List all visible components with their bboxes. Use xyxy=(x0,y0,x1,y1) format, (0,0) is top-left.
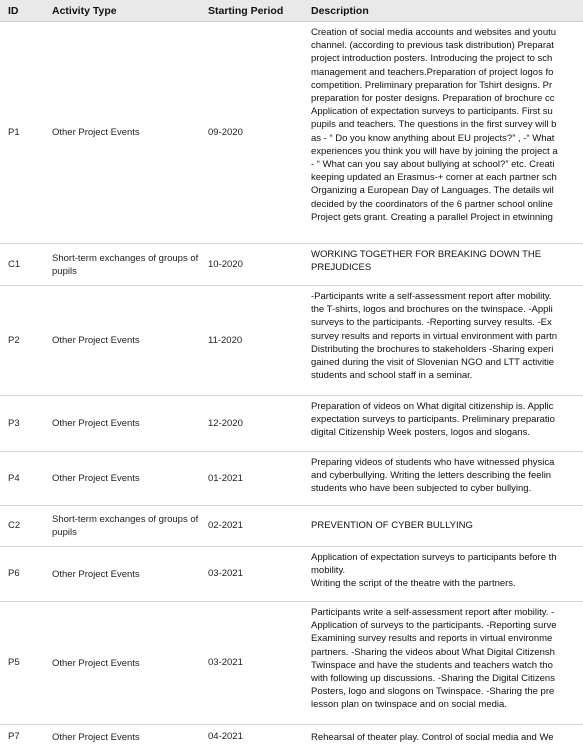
table-row[interactable] xyxy=(0,452,583,506)
cell-description: WORKING TOGETHER FOR BREAKING DOWN THE PREJUDICES xyxy=(311,249,542,274)
header-id[interactable]: ID xyxy=(8,4,19,17)
header-activity-type[interactable]: Activity Type xyxy=(52,4,117,17)
cell-activity-type: Other Project Events xyxy=(52,418,140,429)
cell-activity-type: Other Project Events xyxy=(52,731,140,743)
cell-description: Participants write a self-assessment report after mobility. - Application of surveys to the participants. -Reporting surve Examining survey results and reports in virtual environme partners. -Sharing the videos about What Digital Citizensh Twinspace and have the students and teachers watch tho with following up discussions. -Sharing the Digital Citizens Posters, logo and slogons on Twinspace. -Sharing the pre lesson plan on twinspace and on social media. xyxy=(311,607,557,711)
table-row[interactable] xyxy=(0,547,583,602)
cell-starting-period: 04-2021 xyxy=(208,731,243,743)
cell-starting-period: 01-2021 xyxy=(208,472,243,484)
cell-activity-type: Other Project Events xyxy=(52,335,140,346)
table-row[interactable] xyxy=(0,396,583,452)
cell-id: P1 xyxy=(8,126,20,138)
header-description[interactable]: Description xyxy=(311,4,369,17)
cell-id: P4 xyxy=(8,472,20,484)
cell-id: P7 xyxy=(8,731,20,743)
cell-id: P3 xyxy=(8,417,20,429)
cell-activity-type: Short-term exchanges of groups of pupils xyxy=(52,252,199,277)
cell-description: Rehearsal of theater play. Control of social media and We xyxy=(311,732,554,743)
cell-activity-type: Other Project Events xyxy=(52,473,140,484)
cell-description: Application of expectation surveys to participants before th mobility. Writing the script of the theatre with the partners. xyxy=(311,552,557,590)
cell-description: -Participants write a self-assessment report after mobility. the T-shirts, logos and brochures on the twinspace. -Appli surveys to the participants. -Reporting survey results. -Ex survey results and reports in virtual environment with partn Distributing the brochures to stakeholders -Sharing experi gained during the visit of Slovenian NGO and LTT activitie students and school staff in a seminar. xyxy=(311,291,558,382)
cell-id: P2 xyxy=(8,334,20,346)
cell-starting-period: 12-2020 xyxy=(208,417,243,429)
cell-starting-period: 02-2021 xyxy=(208,520,243,532)
table-header xyxy=(0,0,583,22)
table-row[interactable] xyxy=(0,22,583,244)
header-starting-period[interactable]: Starting Period xyxy=(208,4,284,17)
cell-starting-period: 10-2020 xyxy=(208,258,243,270)
cell-id: P5 xyxy=(8,657,20,669)
cell-starting-period: 03-2021 xyxy=(208,568,243,580)
cell-activity-type: Short-term exchanges of groups of pupils xyxy=(52,514,199,538)
cell-activity-type: Other Project Events xyxy=(52,657,140,669)
cell-id: C1 xyxy=(8,258,21,270)
cell-description: Preparing videos of students who have witnessed physica and cyberbullying. Writing the letters describing the feelin students who have been subjected to cyber bullying. xyxy=(311,457,555,495)
cell-starting-period: 11-2020 xyxy=(208,334,243,346)
cell-description: PREVENTION OF CYBER BULLYING xyxy=(311,520,473,531)
cell-id: P6 xyxy=(8,568,20,580)
table-row[interactable] xyxy=(0,286,583,396)
cell-description: Preparation of videos on What digital citizenship is. Applic expectation surveys to participants. Preliminary preparatio digital Citizenship Week posters, logos and slogans. xyxy=(311,401,555,439)
cell-description: Creation of social media accounts and websites and youtu channel. (according to previous task distribution) Preparat project introduction posters. Introducing the project to sch management and teachers.Preparation of project logos fo competition. Preliminary preparation for Tshirt designs. Pr preparation for poster designs. Preparation of brochure cc Application of expectation surveys to participants. First su pupils and teachers. The questions in the first survey will b as - “ Do you know anything about EU projects?” , -“ What experiences you think you will have by joining the project a - “ What can you say about bullying at school?” etc. Creati keeping updated an Erasmus-+ corner at each partner sch Organizing a European Day of Languages. The details wil decided by the coordinators of the 6 partner school online Project gets grant. Creating a parallel Project in etwinning xyxy=(311,27,558,223)
cell-activity-type: Other Project Events xyxy=(52,568,140,580)
table-row[interactable] xyxy=(0,725,583,749)
table-row[interactable] xyxy=(0,602,583,725)
cell-starting-period: 09-2020 xyxy=(208,126,243,138)
cell-activity-type: Other Project Events xyxy=(52,127,140,138)
cell-id: C2 xyxy=(8,520,21,532)
table-row[interactable] xyxy=(0,506,583,547)
cell-starting-period: 03-2021 xyxy=(208,657,243,669)
table-row[interactable] xyxy=(0,244,583,286)
